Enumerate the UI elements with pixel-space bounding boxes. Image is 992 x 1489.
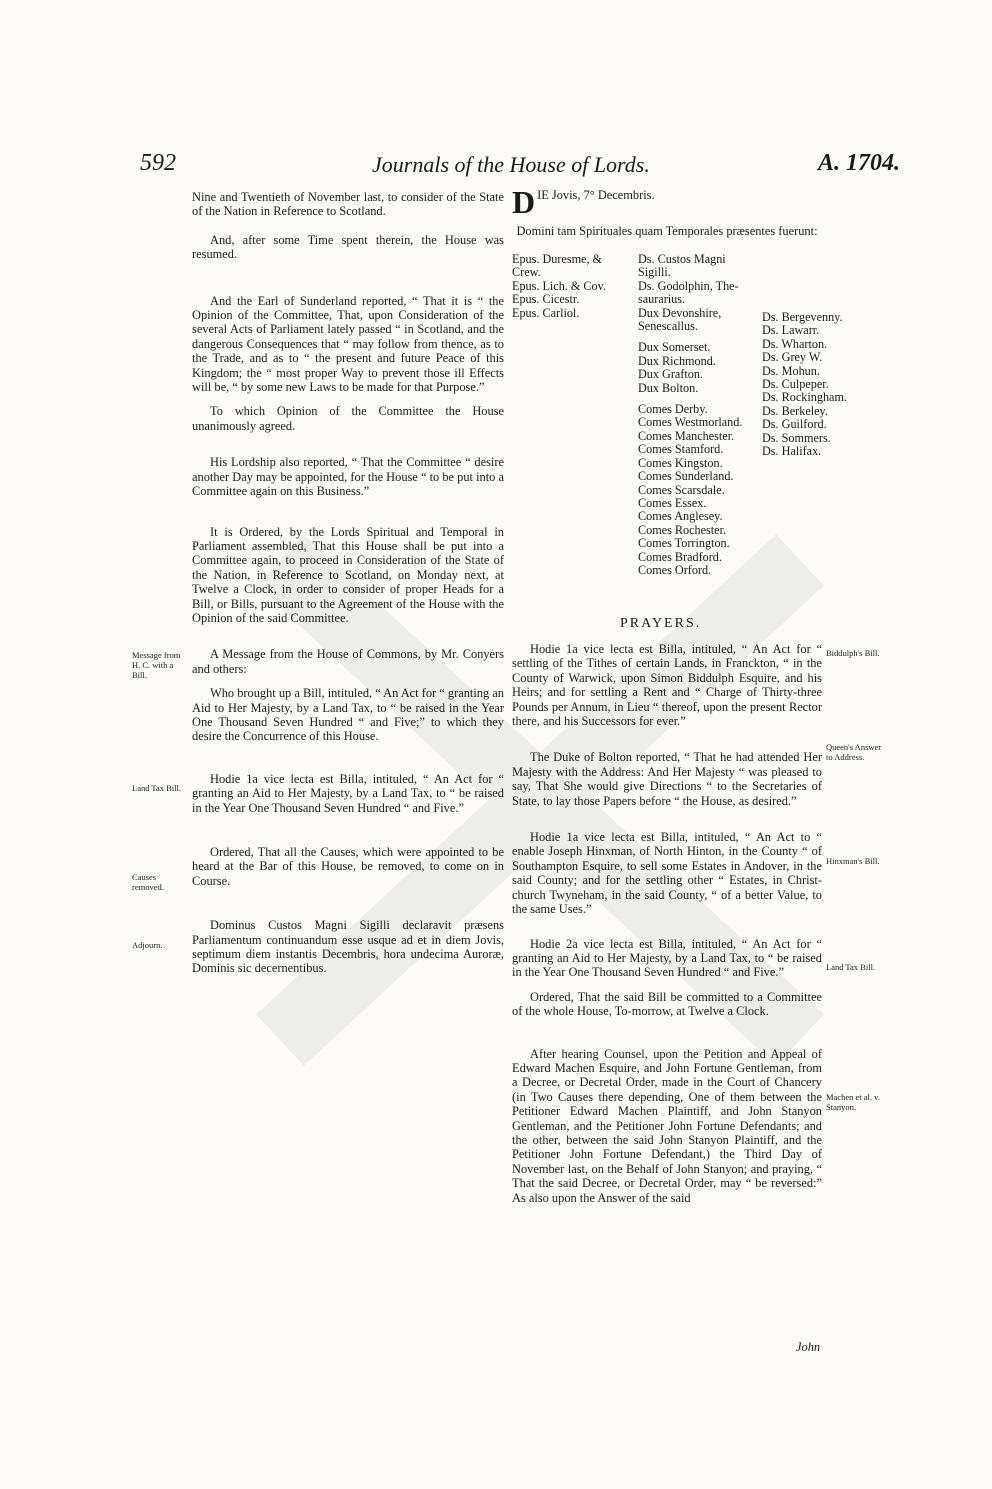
date-text: IE Jovis, 7° Decembris. <box>537 188 655 202</box>
earl-entry: Comes Torrington. <box>638 536 730 551</box>
baron-entry: Ds. Guilford. <box>762 417 827 432</box>
prayers-heading: PRAYERS. <box>620 616 702 631</box>
duke-entry: Dux Somerset. <box>638 340 711 355</box>
running-title: Journals of the House of Lords. <box>372 152 650 177</box>
baron-entry: Ds. Berkeley. <box>762 403 828 418</box>
bishop-entry: Epus. Lich. & Cov. <box>512 278 606 293</box>
earl-entry: Comes Bradford. <box>638 549 722 564</box>
paragraph: Dominus Custos Magni Sigilli declaravit præsens Parliamentum continuandum esse usque ad et in diem Jovis, septimum diem instantis Decembris, hora undecima Auroræ, Dominis sic decernentibus. <box>192 918 504 976</box>
officer-entry: Ds. Godolphin, The- <box>638 278 739 293</box>
catchword: John <box>796 1340 821 1354</box>
baron-entry: Ds. Halifax. <box>762 444 822 459</box>
bishop-entry: Crew. <box>512 265 541 280</box>
earl-entry: Comes Anglesey. <box>638 509 723 524</box>
margin-note: Message from H. C. with a Bill. <box>132 650 181 680</box>
drop-cap: D <box>512 184 536 220</box>
paragraph: After hearing Counsel, upon the Petition and Appeal of Edward Machen Esquire, and John Fortune Gentleman, from a Decree, or Decretal Order, made in the Court of Chancery (in Two Causes there depending, One of them between the Petitioner Edward Machen Plaintiff, and John Stanyon Gentleman, and the Petitioner John Fortune Defendants; and the other, between the said John Stanyon Plaintiff, and the Petitioner John Fortune Defendant,) the Third Day of November last, on the Behalf of John Stanyon; and praying, “ That the said Decree, or Decretal Order, may “ be reversed:” As also upon the Answer of the said <box>512 1046 822 1205</box>
earl-entry: Comes Derby. <box>638 402 708 417</box>
margin-note: Queen's Answer to Address. <box>826 742 882 762</box>
paragraph: It is Ordered, by the Lords Spiritual and Temporal in Parliament assembled, That this House shall be put into a Committee again, to proceed in Consideration of the State of the Nation, in Reference to Scotland, on Monday next, at Twelve a Clock, in order to consider of proper Heads for a Bill, or Bills, pursuant to the Agreement of the House with the Opinion of the said Committee. <box>192 524 504 625</box>
margin-note: Machen et al. v. Stanyon. <box>826 1092 880 1112</box>
left-column <box>192 190 504 990</box>
right-column-body <box>512 642 822 1219</box>
paragraph: Hodie 1a vice lecta est Billa, intituled, “ An Act for “ granting an Aid to Her Majesty, by a Land Tax, to “ be raised in the Year One Thousand Seven Hundred “ and Five.” <box>192 771 504 815</box>
margin-note: Causes removed. <box>132 872 164 892</box>
page-number: 592 <box>140 150 176 176</box>
duke-entry: Dux Grafton. <box>638 367 703 382</box>
margin-note: Land Tax Bill. <box>132 783 182 793</box>
paragraph: Hodie 2a vice lecta est Billa, intituled, “ An Act for “ granting an Aid to Her Majesty, by a Land Tax, to “ be raised in the Year One Thousand Seven Hundred “ and Five.” <box>512 936 822 980</box>
right-column-head <box>512 184 822 246</box>
baron-entry: Ds. Rockingham. <box>762 390 847 405</box>
earl-entry: Comes Westmorland. <box>638 415 743 430</box>
earl-entry: Comes Kingston. <box>638 455 723 470</box>
paragraph: Who brought up a Bill, intituled, “ An Act for “ granting an Aid to Her Majesty, by a Land Tax, to “ be raised in the Year One Thousand Seven Hundred “ and Five;” to which they desire the Concurrence of this House. <box>192 686 504 744</box>
baron-entry: Ds. Bergevenny. <box>762 310 843 324</box>
baron-entry: Ds. Sommers. <box>762 430 831 445</box>
paragraph: And, after some Time spent therein, the House was resumed. <box>192 232 504 262</box>
paragraph: The Duke of Bolton reported, “ That he had attended Her Majesty with the Address: And Her Majesty “ was pleased to say, That She would give Directions “ to the Secretaries of State, to lay those Papers before “ the House, as desired.” <box>512 750 822 808</box>
earl-entry: Comes Essex. <box>638 495 707 510</box>
earl-entry: Comes Orford. <box>638 562 712 577</box>
baron-entry: Ds. Culpeper. <box>762 377 829 392</box>
earl-entry: Comes Scarsdale. <box>638 482 725 497</box>
paragraph: Ordered, That all the Causes, which were appointed to be heard at the Bar of this House, be removed, to come on in Course. <box>192 845 504 888</box>
attendance-list <box>512 253 862 623</box>
bishop-entry: Epus. Cicestr. <box>512 292 580 307</box>
bishops-list <box>512 253 606 320</box>
earl-entry: Comes Manchester. <box>638 428 735 443</box>
attendance-heading: Domini tam Spirituales quam Temporales præsentes fuerunt: <box>516 224 818 238</box>
earl-entry: Comes Sunderland. <box>638 469 734 484</box>
paragraph: Hodie 1a vice lecta est Billa, intituled, “ An Act for “ settling of the Tithes of certain Lands, in Franckton, “ in the County of Warwick, upon Simon Biddulph Esquire, and his Heirs; and for settling a Rent and “ Charge of Thirty-three Pounds per Annum, in Lieu “ thereof, upon the present Rector there, and his Successors for ever.” <box>512 642 822 729</box>
bishop-entry: Epus. Carliol. <box>512 305 580 320</box>
officer-entry: Dux Devonshire, <box>638 305 722 320</box>
baron-entry: Ds. Mohun. <box>762 363 820 378</box>
duke-entry: Dux Richmond. <box>638 353 716 368</box>
barons-list <box>762 311 847 458</box>
paragraph: Hodie 1a vice lecta est Billa, intituled, “ An Act to “ enable Joseph Hinxman, of North Hinton, in the County “ of Southampton Esquire, to sell some Estates in Andover, in the said County; and for the settling other “ Estates, in Christ-church Twyneham, in the said County, “ of a better Value, to the same Uses.” <box>512 830 822 917</box>
earl-entry: Comes Stamford. <box>638 442 724 457</box>
margin-note: Biddulph's Bill. <box>826 648 880 658</box>
paragraph: And the Earl of Sunderland reported, “ That it is “ the Opinion of the Committee, That, upon Consideration of the several Acts of Parliament lately passed “ in Scotland, and the dangerous Consequences that “ may follow from thence, as to the Trade, and as to “ the present and future Peace of this Kingdom; the “ most proper Way to prevent those ill Effects will be, “ by some new Laws to be made for that Purpose.” <box>192 293 504 395</box>
duke-entry: Dux Bolton. <box>638 380 699 395</box>
paragraph: His Lordship also reported, “ That the Committee “ desire another Day may be appointed, for the House “ to be put into a Committee again on this Business.” <box>192 455 504 499</box>
earl-entry: Comes Rochester. <box>638 522 727 537</box>
officer-entry: Ds. Custos Magni <box>638 252 726 266</box>
margin-note: Adjourn. <box>132 940 163 950</box>
paragraph: Nine and Twentieth of November last, to consider of the State of the Nation in Reference to Scotland. <box>192 190 504 219</box>
lords-list <box>638 253 742 577</box>
baron-entry: Ds. Lawarr. <box>762 323 820 338</box>
margin-note: Hinxman's Bill. <box>826 856 880 866</box>
officer-entry: saurarius. <box>638 292 686 307</box>
margin-note: Land Tax Bill. <box>826 962 876 972</box>
officer-entry: Sigilli. <box>638 265 671 280</box>
officer-entry: Senescallus. <box>638 319 698 334</box>
year-label: A. 1704. <box>817 150 900 176</box>
paragraph: Ordered, That the said Bill be committed to a Committee of the whole House, To-morrow, at Twelve a Clock. <box>512 989 822 1019</box>
sitting-date <box>512 184 822 220</box>
paragraph: A Message from the House of Commons, by Mr. Conyers and others: <box>192 647 504 676</box>
baron-entry: Ds. Wharton. <box>762 336 828 351</box>
baron-entry: Ds. Grey W. <box>762 350 823 365</box>
paragraph: To which Opinion of the Committee the House unanimously agreed. <box>192 404 504 433</box>
bishop-entry: Epus. Duresme, & <box>512 252 603 266</box>
